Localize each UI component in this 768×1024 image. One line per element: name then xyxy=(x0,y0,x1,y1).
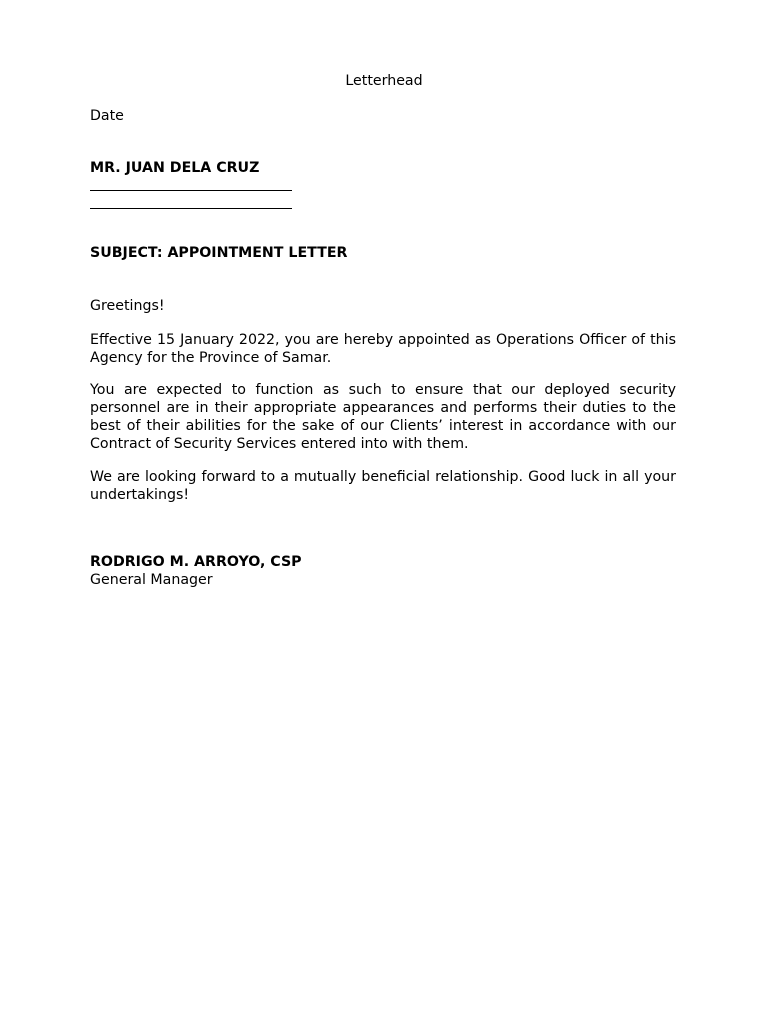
greeting: Greetings! xyxy=(90,298,165,314)
body-paragraph: Effective 15 January 2022, you are hereby appointed as Operations Officer of this Agency for the Province of Samar. xyxy=(90,332,676,366)
body-paragraph: We are looking forward to a mutually beneficial relationship. Good luck in all your undertakings! xyxy=(90,469,676,503)
address-blank-line xyxy=(90,208,292,209)
subject-line: SUBJECT: APPOINTMENT LETTER xyxy=(90,245,348,261)
address-blank-line xyxy=(90,190,292,191)
date-label: Date xyxy=(90,108,124,124)
signer-title: General Manager xyxy=(90,572,213,588)
body-paragraph: You are expected to function as such to ensure that our deployed security personnel are in their appropriate appearances and performs their duties to the best of their abilities for the sake of our Clients’ interest in accordance with our Contract of Security Services entered into with them. xyxy=(90,382,676,452)
signer-name: RODRIGO M. ARROYO, CSP xyxy=(90,554,302,570)
letterhead: Letterhead xyxy=(345,73,423,89)
recipient-name: MR. JUAN DELA CRUZ xyxy=(90,160,260,176)
